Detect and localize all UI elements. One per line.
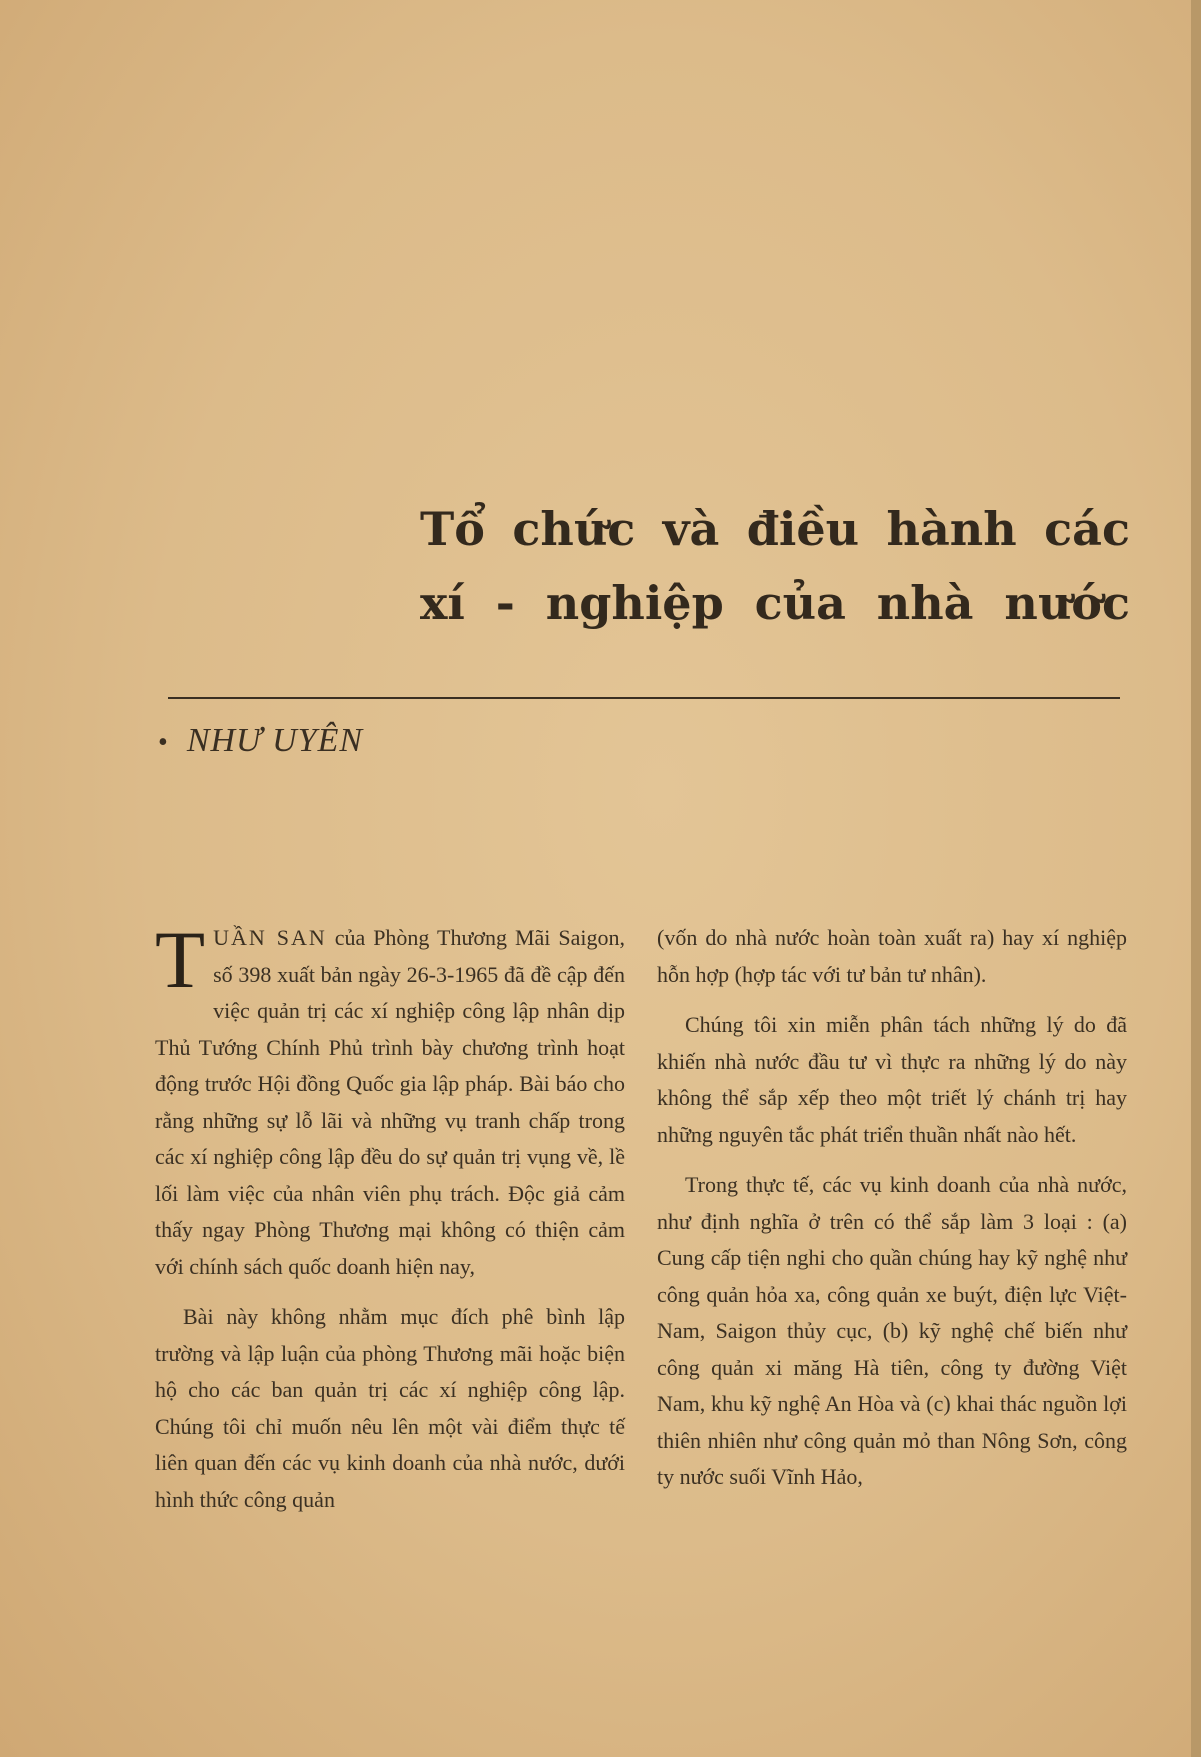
author-name: NHƯ UYÊN (186, 722, 364, 759)
title-word: chức (512, 502, 636, 556)
title-word: và (662, 502, 720, 556)
paragraph: Chúng tôi xin miễn phân tách những lý do đã khiến nhà nước đầu tư vì thực ra những lý do này không thể sắp xếp theo một triết lý chánh trị hay những nguyên tắc phát triển thuần nhất nào hết. (657, 1012, 1127, 1147)
paragraph: Trong thực tế, các vụ kinh doanh của nhà nước, như định nghĩa ở trên có thể sắp làm 3 loại : (a) Cung cấp tiện nghi cho quần chúng hay kỹ nghệ như công quản hỏa xa, công quản xe buýt, điện lực Việt-Nam, Saigon thủy cục, (b) kỹ nghệ chế biến như công quản xi măng Hà tiên, công ty đường Việt Nam, khu kỹ nghệ An Hòa và (c) khai thác nguồn lợi thiên nhiên như công quản mỏ than Nông Sơn, công ty nước suối Vĩnh Hảo, (657, 1172, 1127, 1489)
title-word: nhà (876, 576, 974, 630)
right-column (657, 920, 1127, 1510)
title-word: - (495, 576, 515, 630)
lead-in: UẦN SAN (213, 925, 327, 950)
title-word: nghiệp (545, 576, 724, 630)
title-word: hành (886, 502, 1017, 556)
left-column (155, 914, 625, 1532)
drop-cap: T (155, 914, 206, 1005)
title-line-1 (420, 492, 1130, 566)
title-line-2 (420, 566, 1130, 640)
paragraph: Bài này không nhằm mục đích phê bình lập trường và lập luận của phòng Thương mãi hoặc biện hộ cho các ban quản trị các xí nghiệp công lập. Chúng tôi chỉ muốn nêu lên một vài điểm thực tế liên quan đến các vụ kinh doanh của nhà nước, dưới hình thức công quản (155, 1304, 625, 1512)
paragraph-text: của Phòng Thương Mãi Saigon, số 398 xuất bản ngày 26-3-1965 đã đề cập đến việc quản trị các xí nghiệp công lập nhân dịp Thủ Tướng Chính Phủ trình bày chương trình hoạt động trước Hội đồng Quốc gia lập pháp. Bài báo cho rằng những sự lỗ lãi và những vụ tranh chấp trong các xí nghiệp công lập đều do sự quản trị vụng về, lề lối làm việc của nhân viên phụ trách. Độc giả cảm thấy ngay Phòng Thương mại không có thiện cảm với chính sách quốc doanh hiện nay, (155, 925, 625, 1279)
title-word: nước (1004, 576, 1130, 630)
author-byline (158, 722, 363, 760)
paragraph (155, 914, 625, 1285)
title-word: Tổ (420, 502, 485, 556)
article-title (420, 492, 1130, 640)
title-divider (168, 697, 1120, 699)
title-word: điều (746, 502, 860, 556)
paragraph: (vốn do nhà nước hoàn toàn xuất ra) hay xí nghiệp hỗn hợp (hợp tác với tư bản tư nhân). (657, 925, 1127, 987)
title-word: các (1044, 502, 1130, 556)
bullet-icon: • (158, 727, 169, 758)
page-edge (1191, 0, 1201, 1757)
title-word: xí (420, 576, 465, 630)
title-word: của (754, 576, 846, 630)
